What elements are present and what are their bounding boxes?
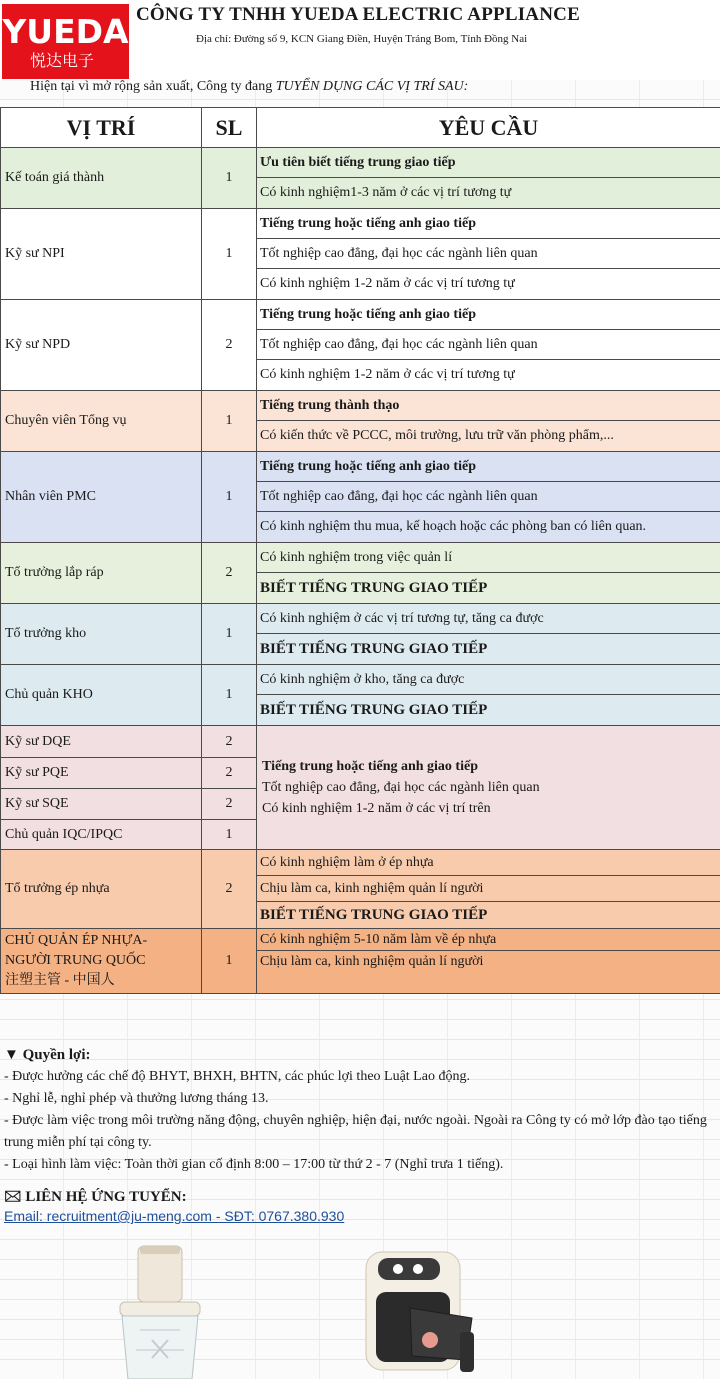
requirements-cell bbox=[257, 148, 720, 209]
qe-requirements bbox=[257, 756, 720, 819]
requirement-line: Có kinh nghiệm thu mua, kế hoạch hoặc các phòng ban có liên quan. bbox=[260, 519, 647, 534]
requirements-cell bbox=[257, 850, 720, 929]
position-cell: Chủ quản IQC/IPQC bbox=[1, 820, 202, 850]
requirement-line: Có kinh nghiệm1-3 năm ở các vị trí tương tự bbox=[260, 185, 512, 200]
benefit-item: - Được hưởng các chế độ BHYT, BHXH, BHTN, các phúc lợi theo Luật Lao động. bbox=[4, 1069, 470, 1084]
company-logo bbox=[2, 4, 129, 79]
requirement-line: Tốt nghiệp cao đẳng, đại học các ngành liên quan bbox=[257, 330, 720, 360]
intro-text: Hiện tại vì mở rộng sản xuất, Công ty đang bbox=[30, 79, 276, 94]
table-row bbox=[1, 604, 720, 665]
table-row bbox=[1, 209, 720, 300]
food-chopper-image bbox=[100, 1240, 220, 1379]
requirement-line: Tốt nghiệp cao đẳng, đại học các ngành liên quan bbox=[257, 482, 720, 512]
qty-cell: 1 bbox=[202, 391, 257, 452]
position-cell bbox=[1, 929, 202, 994]
requirement-line: Có kinh nghiệm 1-2 năm ở các vị trí tương tự bbox=[260, 276, 515, 291]
qty-cell: 1 bbox=[202, 929, 257, 994]
qty-cell: 1 bbox=[202, 148, 257, 209]
qty-cell: 2 bbox=[202, 300, 257, 391]
position-cell: Kỹ sư NPD bbox=[1, 300, 202, 391]
page-header bbox=[0, 0, 720, 80]
requirement-line: Có kinh nghiệm 1-2 năm ở các vị trí trên bbox=[262, 801, 491, 816]
requirements-cell bbox=[257, 543, 720, 604]
qty-cell: 1 bbox=[202, 820, 257, 850]
position-cell: Tổ trưởng kho bbox=[1, 604, 202, 665]
qty-cell: 1 bbox=[202, 604, 257, 665]
requirement-line: BIẾT TIẾNG TRUNG GIAO TIẾP bbox=[260, 701, 488, 718]
benefit-item: - Được làm việc trong môi trường năng động, chuyên nghiệp, hiện đại, nước ngoài. Ngoài ra Công ty có mở lớp đào tạo tiếng trung miễn phí tại công ty. bbox=[4, 1113, 707, 1150]
table-row bbox=[1, 665, 720, 726]
envelope-icon: 🖂 bbox=[4, 1189, 22, 1205]
logo-en-text: YUEDA bbox=[2, 12, 129, 51]
position-cell: Kỹ sư PQE bbox=[1, 758, 202, 789]
table-row bbox=[1, 726, 720, 758]
requirement-line: Có kiến thức về PCCC, môi trường, lưu trữ văn phòng phẩm,... bbox=[260, 428, 614, 443]
header-position: VỊ TRÍ bbox=[1, 108, 202, 148]
position-cell: Tổ trưởng lắp ráp bbox=[1, 543, 202, 604]
requirement-line: Có kinh nghiệm ở các vị trí tương tự, tăng ca được bbox=[257, 604, 720, 634]
table-row bbox=[1, 148, 720, 209]
requirement-line: Có kinh nghiệm trong việc quản lí bbox=[257, 543, 720, 573]
qty-cell: 1 bbox=[202, 209, 257, 300]
requirement-line: Tiếng trung hoặc tiếng anh giao tiếp bbox=[257, 300, 720, 330]
contact-link[interactable]: Email: recruitment@ju-meng.com - SĐT: 0767.380.930 bbox=[4, 1208, 345, 1224]
requirement-line: Có kinh nghiệm 5-10 năm làm về ép nhựa bbox=[257, 929, 720, 951]
requirements-cell bbox=[257, 929, 720, 994]
company-name: CÔNG TY TNHH YUEDA ELECTRIC APPLIANCE bbox=[136, 4, 580, 25]
qty-cell: 2 bbox=[202, 543, 257, 604]
table-row bbox=[1, 850, 720, 929]
requirement-line: Chịu làm ca, kinh nghiệm quản lí người bbox=[260, 954, 484, 969]
qty-cell: 2 bbox=[202, 789, 257, 820]
table-header-row bbox=[1, 108, 720, 148]
requirement-line: Tiếng trung hoặc tiếng anh giao tiếp bbox=[257, 209, 720, 239]
benefit-item: - Loại hình làm việc: Toàn thời gian cố định 8:00 – 17:00 từ thứ 2 - 7 (Nghỉ trưa 1 tiếng). bbox=[4, 1157, 504, 1172]
qty-cell: 2 bbox=[202, 758, 257, 789]
requirement-line: Tiếng trung hoặc tiếng anh giao tiếp bbox=[257, 452, 720, 482]
position-cell: Kế toán giá thành bbox=[1, 148, 202, 209]
position-cell: Kỹ sư SQE bbox=[1, 789, 202, 820]
position-line-cn: 注塑主管 - 中国人 bbox=[5, 973, 115, 988]
position-cell: Chủ quản KHO bbox=[1, 665, 202, 726]
table-row bbox=[1, 929, 720, 994]
requirements-cell bbox=[257, 452, 720, 543]
requirement-line: Tốt nghiệp cao đẳng, đại học các ngành liên quan bbox=[262, 780, 540, 795]
requirements-cell bbox=[257, 391, 720, 452]
table-row bbox=[1, 543, 720, 604]
qty-cell: 1 bbox=[202, 452, 257, 543]
requirement-line: BIẾT TIẾNG TRUNG GIAO TIẾP bbox=[260, 579, 488, 596]
requirements-cell bbox=[257, 209, 720, 300]
contact-title-text: LIÊN HỆ ỨNG TUYỂN: bbox=[25, 1189, 187, 1205]
requirement-line: Có kinh nghiệm 1-2 năm ở các vị trí tương tự bbox=[260, 367, 515, 382]
intro-line bbox=[30, 79, 468, 95]
intro-emphasis: TUYỂN DỤNG CÁC VỊ TRÍ SAU: bbox=[275, 79, 469, 94]
benefits-title bbox=[4, 1044, 716, 1066]
air-fryer-image bbox=[360, 1248, 480, 1379]
requirement-line: Ưu tiên biết tiếng trung giao tiếp bbox=[257, 148, 720, 178]
jobs-table bbox=[0, 107, 720, 994]
table-row bbox=[1, 391, 720, 452]
qty-cell: 2 bbox=[202, 726, 257, 758]
requirement-line: Có kinh nghiệm ở kho, tăng ca được bbox=[257, 665, 720, 695]
header-requirements: YÊU CẦU bbox=[257, 108, 720, 148]
requirement-line: Tiếng trung thành thạo bbox=[257, 391, 720, 421]
table-row bbox=[1, 300, 720, 391]
table-row bbox=[1, 452, 720, 543]
requirement-line: BIẾT TIẾNG TRUNG GIAO TIẾP bbox=[260, 640, 488, 657]
requirement-line: BIẾT TIẾNG TRUNG GIAO TIẾP bbox=[260, 906, 488, 923]
header-qty: SL bbox=[202, 108, 257, 148]
requirements-cell bbox=[257, 665, 720, 726]
requirements-cell bbox=[257, 300, 720, 391]
position-cell: Kỹ sư NPI bbox=[1, 209, 202, 300]
position-cell: Tổ trưởng ép nhựa bbox=[1, 850, 202, 929]
down-triangle-icon: ▼ bbox=[4, 1047, 19, 1063]
position-cell: Chuyên viên Tổng vụ bbox=[1, 391, 202, 452]
requirement-line: Có kinh nghiệm làm ở ép nhựa bbox=[257, 850, 720, 876]
qty-cell: 2 bbox=[202, 850, 257, 929]
qe-requirements-cell bbox=[257, 726, 720, 850]
position-line: NGƯỜI TRUNG QUỐC bbox=[5, 953, 146, 968]
position-line: CHỦ QUẢN ÉP NHỰA- bbox=[5, 933, 148, 948]
requirement-line: Chịu làm ca, kinh nghiệm quản lí người bbox=[257, 876, 720, 902]
requirement-line: Tiếng trung hoặc tiếng anh giao tiếp bbox=[262, 759, 478, 774]
position-cell: Kỹ sư DQE bbox=[1, 726, 202, 758]
company-address: Địa chỉ: Đường số 9, KCN Giang Điền, Huyện Trảng Bom, Tỉnh Đồng Nai bbox=[196, 33, 528, 45]
requirements-cell bbox=[257, 604, 720, 665]
benefits-title-text: Quyền lợi: bbox=[22, 1047, 91, 1063]
benefit-item: - Nghỉ lễ, nghỉ phép và thưởng lương tháng 13. bbox=[4, 1091, 269, 1106]
benefits-section bbox=[4, 1044, 716, 1176]
position-cell: Nhân viên PMC bbox=[1, 452, 202, 543]
logo-cn-text: 悦达电子 bbox=[30, 51, 95, 70]
qty-cell: 1 bbox=[202, 665, 257, 726]
requirement-line: Tốt nghiệp cao đẳng, đại học các ngành liên quan bbox=[257, 239, 720, 269]
